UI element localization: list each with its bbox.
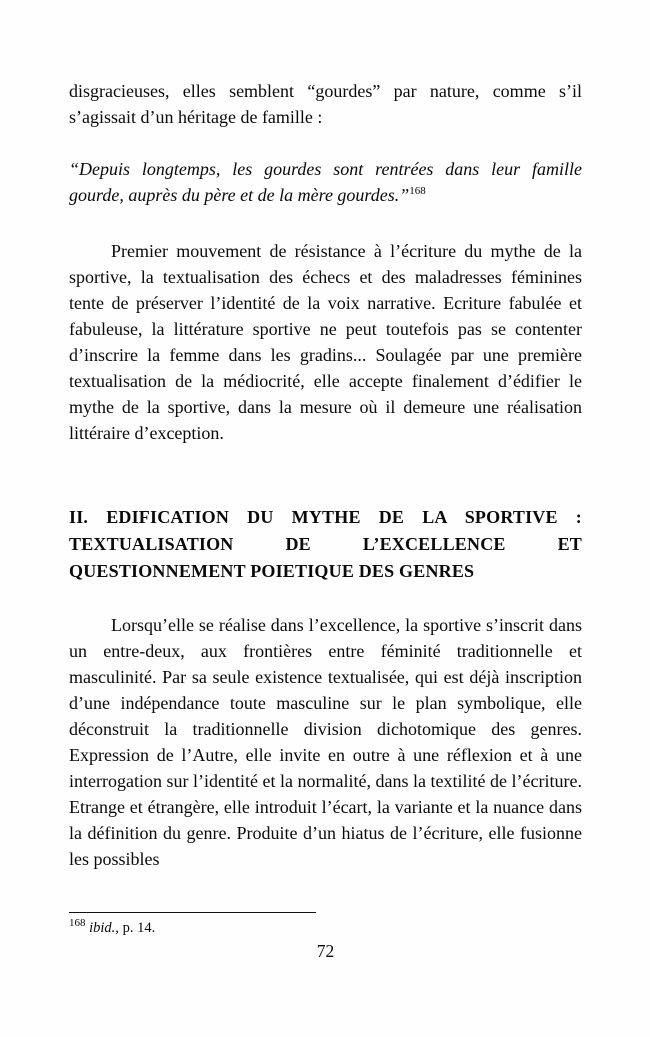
footnote-rest: p. 14. [118, 920, 156, 936]
paragraph-intro [69, 78, 582, 130]
footnote-area [69, 912, 582, 962]
section-heading: II. EDIFICATION DU MYTHE DE LA SPORTIVE : TEXTUALISATION DE L’EXCELLENCE ET QUESTIONNEMENT POIETIQUE DES GENRES [69, 507, 582, 581]
page-number: 72 [316, 941, 335, 961]
footnote-number: 168 [69, 917, 86, 930]
quote-text: “Depuis longtemps, les gourdes sont rentrées dans leur famille gourde, auprès du père et de la mère gourdes.” [69, 159, 582, 205]
paragraph-resistance-text: Premier mouvement de résistance à l’écriture du mythe de la sportive, la textualisation des échecs et des maladresses féminines tente de préserver l’identité de la voix narrative. Ecriture fabulée et fabuleuse, la littérature sportive ne peut toutefois pas se contenter d’inscrire la femme dans les gradins... Soulagée par une première textualisation de la médiocrité, elle accepte finalement d’édifier le mythe de la sportive, dans la mesure où il demeure une réalisation littéraire d’exception. [69, 241, 582, 443]
page-content [69, 78, 582, 962]
paragraph-resistance [69, 238, 582, 446]
footnote-work: ibid., [85, 920, 119, 936]
block-quote [69, 156, 582, 208]
paragraph-intro-text: disgracieuses, elles semblent “gourdes” par nature, comme s’il s’agissait d’un héritage de famille : [69, 81, 582, 127]
paragraph-excellence-text: Lorsqu’elle se réalise dans l’excellence, la sportive s’inscrit dans un entre-deux, aux frontières entre féminité traditionnelle et masculinité. Par sa seule existence textualisée, qui est déjà inscription d’une indépendance toute masculine sur le plan symbolique, elle déconstruit la traditionnelle division dichotomique des genres. Expression de l’Autre, elle invite en outre à une réflexion et à une interrogation sur l’identité et la normalité, dans la textilité de l’écriture. Etrange et étrangère, elle introduit l’écart, la variante et la nuance dans la définition du genre. Produite d’un hiatus de l’écriture, elle fusionne les possibles [69, 615, 582, 869]
footnote [69, 919, 582, 937]
footnote-divider [69, 912, 316, 913]
quote-footnote-reference: 168 [409, 185, 426, 197]
paragraph-excellence [69, 612, 582, 872]
